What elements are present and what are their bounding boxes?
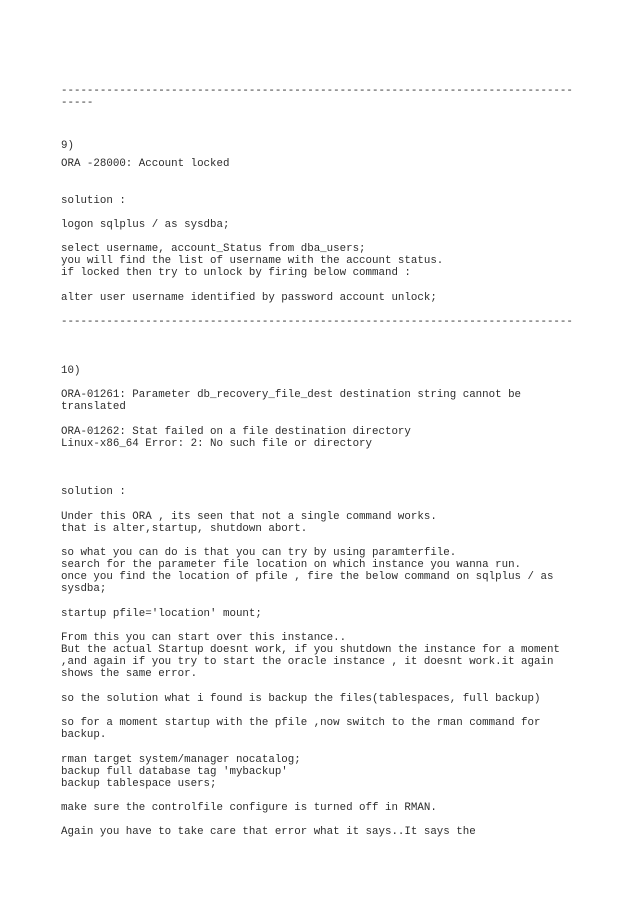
text-line: if locked then try to unlock by firing below command : bbox=[61, 267, 411, 279]
code-line: startup pfile='location' mount; bbox=[61, 608, 262, 620]
section-number: 9) bbox=[61, 140, 74, 152]
separator-line: ------------------------------------------------------------------------------- bbox=[61, 316, 573, 328]
error-detail: Linux-x86_64 Error: 2: No such file or directory bbox=[61, 438, 373, 450]
error-heading-continuation: translated bbox=[61, 401, 126, 413]
text-line: ,and again if you try to start the oracle instance , it doesnt work.it again bbox=[61, 656, 554, 668]
error-heading: ORA -28000: Account locked bbox=[61, 158, 230, 170]
text-line: so the solution what i found is backup the files(tablespaces, full backup) bbox=[61, 693, 541, 705]
text-line: once you find the location of pfile , fire the below command on sqlplus / as bbox=[61, 571, 554, 583]
text-line: shows the same error. bbox=[61, 668, 198, 680]
text-line: logon sqlplus / as sysdba; bbox=[61, 219, 230, 231]
code-line: select username, account_Status from dba_users; bbox=[61, 243, 366, 255]
code-line: backup full database tag 'mybackup' bbox=[61, 766, 288, 778]
text-line: that is alter,startup, shutdown abort. bbox=[61, 523, 308, 535]
text-line: you will find the list of username with the account status. bbox=[61, 255, 444, 267]
code-line: backup tablespace users; bbox=[61, 778, 217, 790]
text-line: sysdba; bbox=[61, 583, 107, 595]
text-line: so for a moment startup with the pfile ,now switch to the rman command for bbox=[61, 717, 541, 729]
code-line: rman target system/manager nocatalog; bbox=[61, 754, 301, 766]
section-number: 10) bbox=[61, 365, 81, 377]
text-line: search for the parameter file location on which instance you wanna run. bbox=[61, 559, 522, 571]
solution-label: solution : bbox=[61, 195, 126, 207]
text-line: From this you can start over this instance.. bbox=[61, 632, 347, 644]
separator-line-continuation: ----- bbox=[61, 97, 94, 109]
text-line: But the actual Startup doesnt work, if you shutdown the instance for a moment bbox=[61, 644, 560, 656]
text-line: make sure the controlfile configure is turned off in RMAN. bbox=[61, 802, 437, 814]
text-line: backup. bbox=[61, 729, 107, 741]
code-line: alter user username identified by password account unlock; bbox=[61, 292, 437, 304]
text-line: Again you have to take care that error what it says..It says the bbox=[61, 826, 476, 838]
error-heading: ORA-01262: Stat failed on a file destination directory bbox=[61, 426, 411, 438]
separator-line: ------------------------------------------------------------------------------- bbox=[61, 85, 573, 97]
text-line: Under this ORA , its seen that not a single command works. bbox=[61, 511, 437, 523]
text-line: so what you can do is that you can try by using paramterfile. bbox=[61, 547, 457, 559]
solution-label: solution : bbox=[61, 486, 126, 498]
error-heading: ORA-01261: Parameter db_recovery_file_dest destination string cannot be bbox=[61, 389, 522, 401]
